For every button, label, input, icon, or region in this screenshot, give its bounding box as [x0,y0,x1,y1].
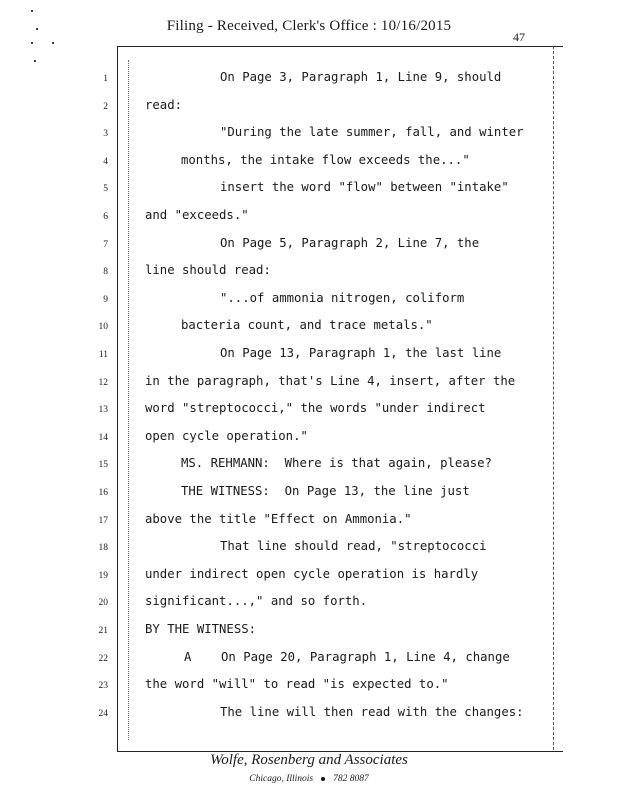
line-text: A On Page 20, Paragraph 1, Line 4, change [184,649,510,664]
line-text: above the title "Effect on Ammonia." [145,511,412,526]
line-text: line should read: [145,263,271,278]
line-number: 9 [103,294,108,305]
transcript-line [0,236,618,260]
line-text: months, the intake flow exceeds the..." [181,152,470,167]
transcript-line [0,98,618,122]
transcript-line [0,622,618,646]
line-text: word "streptococci," the words "under indirect [145,401,486,416]
line-text: and "exceeds." [145,208,249,222]
line-number: 18 [98,543,108,554]
transcript-line [0,429,618,453]
transcript-line [0,594,618,618]
transcript-line [0,677,618,701]
line-text: THE WITNESS: On Page 13, the line just [181,484,470,498]
firm-name: Wolfe, Rosenberg and Associates [210,752,408,768]
line-number: 6 [103,212,108,222]
line-number: 10 [98,322,108,333]
line-number: 3 [103,129,108,140]
firm-address [0,774,618,784]
line-number: 23 [98,681,108,692]
line-number: 5 [103,184,108,195]
line-text: open cycle operation." [145,428,308,443]
line-number: 24 [98,708,108,719]
line-text: "...of ammonia nitrogen, coliform [220,290,465,305]
transcript-line [0,153,618,177]
transcript-line [0,346,618,370]
line-text: The line will then read with the changes: [220,704,524,719]
line-text: BY THE WITNESS: [145,622,257,636]
line-text: On Page 13, Paragraph 1, the last line [220,346,502,360]
line-text: That line should read, "streptococci [220,539,487,554]
line-number: 22 [98,653,108,664]
line-text: bacteria count, and trace metals." [181,318,433,333]
transcript-line [0,125,618,149]
line-number: 7 [103,239,108,250]
transcript-line [0,567,618,591]
line-number: 1 [103,74,108,84]
transcript-line [0,456,618,480]
transcript-line [0,539,618,563]
firm-city: Chicago, Illinois [249,774,314,784]
line-text: significant...," and so forth. [145,594,368,609]
filing-stamp: Filing - Received, Clerk's Office : 10/16/2015 [166,18,452,34]
transcript-line [0,512,618,536]
line-text: On Page 5, Paragraph 2, Line 7, the [220,235,480,250]
line-number: 19 [98,570,108,581]
page-number: 47 [513,30,525,44]
line-text: in the paragraph, that's Line 4, insert, after the [145,373,516,388]
line-text: On Page 3, Paragraph 1, Line 9, should [220,70,502,84]
firm-phone: 782 8087 [333,774,369,784]
line-number: 8 [103,267,108,278]
transcript-line [0,705,618,729]
line-text: the word "will" to read "is expected to." [145,677,449,692]
line-number: 20 [98,598,108,609]
separator-dot [321,777,325,781]
line-number: 11 [98,350,108,360]
line-number: 4 [103,156,108,167]
transcript-line [0,650,618,674]
line-text: under indirect open cycle operation is hardly [145,566,479,581]
line-number: 16 [98,488,108,498]
line-number: 12 [98,377,108,388]
transcript-line [0,484,618,508]
line-number: 2 [103,101,108,112]
line-number: 13 [98,405,108,416]
transcript-line [0,263,618,287]
transcript-line [0,318,618,342]
line-text: MS. REHMANN: Where is that again, please? [181,456,492,471]
line-text: "During the late summer, fall, and winter [220,125,524,140]
transcript-line [0,374,618,398]
transcript-line [0,401,618,425]
line-number: 17 [98,515,108,526]
line-number: 15 [98,460,108,471]
line-number: 14 [98,432,108,443]
line-text: insert the word "flow" between "intake" [220,180,509,195]
line-text: read: [145,97,183,112]
line-number: 21 [98,626,108,636]
transcript-line [0,208,618,232]
transcript-line [0,291,618,315]
transcript-line [0,180,618,204]
transcript-line [0,70,618,94]
